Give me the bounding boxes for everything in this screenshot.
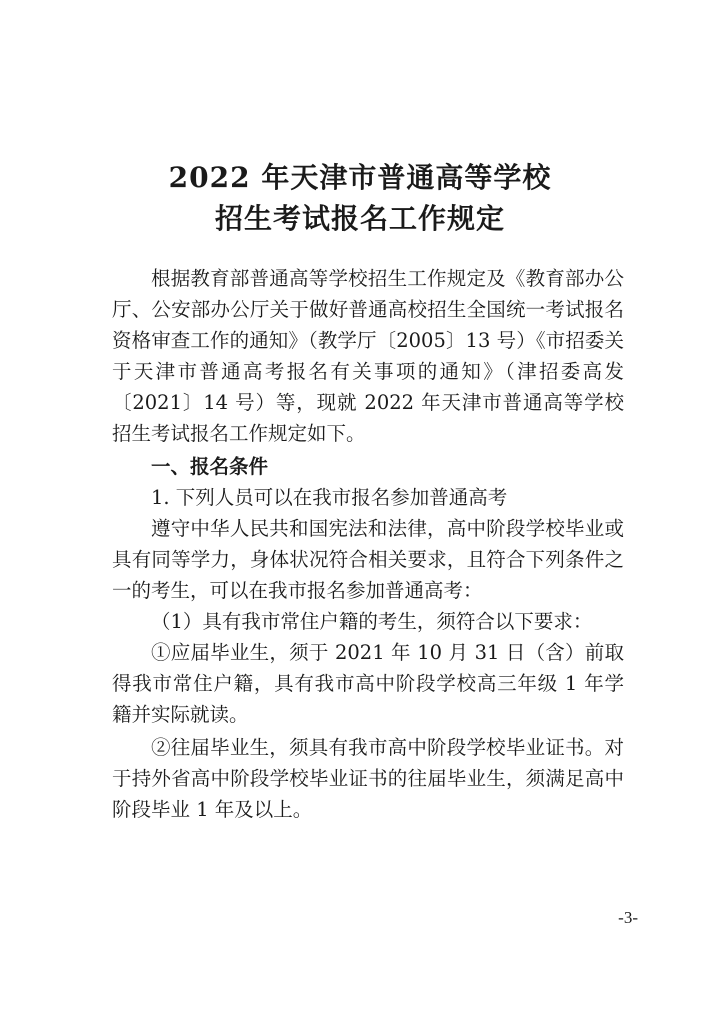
- item-1-point-2: ②往届毕业生，须具有我市高中阶段学校毕业证书。对于持外省高中阶段学校毕业证书的往届毕业生，须满足高中阶段毕业 1 年及以上。: [112, 736, 624, 821]
- item-1-point-1: ①应届毕业生，须于 2021 年 10 月 31 日（含）前取得我市常住户籍，具有我市高中阶段学校高三年级 1 年学籍并实际就读。: [112, 641, 624, 726]
- section-heading-registration-conditions: 一、报名条件: [151, 455, 269, 478]
- document-body: [112, 263, 624, 825]
- page-number: -3-: [618, 908, 638, 927]
- conditions-paragraph: 遵守中华人民共和国宪法和法律，高中阶段学校毕业或具有同等学力，身体状况符合相关要求，且符合下列条件之一的考生，可以在我市报名参加普通高考：: [112, 517, 624, 602]
- document-title-line2: 招生考试报名工作规定: [214, 202, 505, 235]
- document-title-line1: 2022 年天津市普通高等学校: [168, 161, 552, 194]
- intro-paragraph: 根据教育部普通高等学校招生工作规定及《教育部办公厅、公安部办公厅关于做好普通高校招生全国统一考试报名资格审查工作的通知》（教学厅〔2005〕13 号）《市招委关于天津市普通高考报名有关事项的通知》（津招委高发〔2021〕14 号）等，现就 2022 年天津市普通高等学校招生考试报名工作规定如下。: [112, 267, 624, 445]
- subsection-heading-1: 1. 下列人员可以在我市报名参加普通高考: [151, 486, 508, 509]
- item-1-heading: （1）具有我市常住户籍的考生，须符合以下要求：: [151, 610, 593, 633]
